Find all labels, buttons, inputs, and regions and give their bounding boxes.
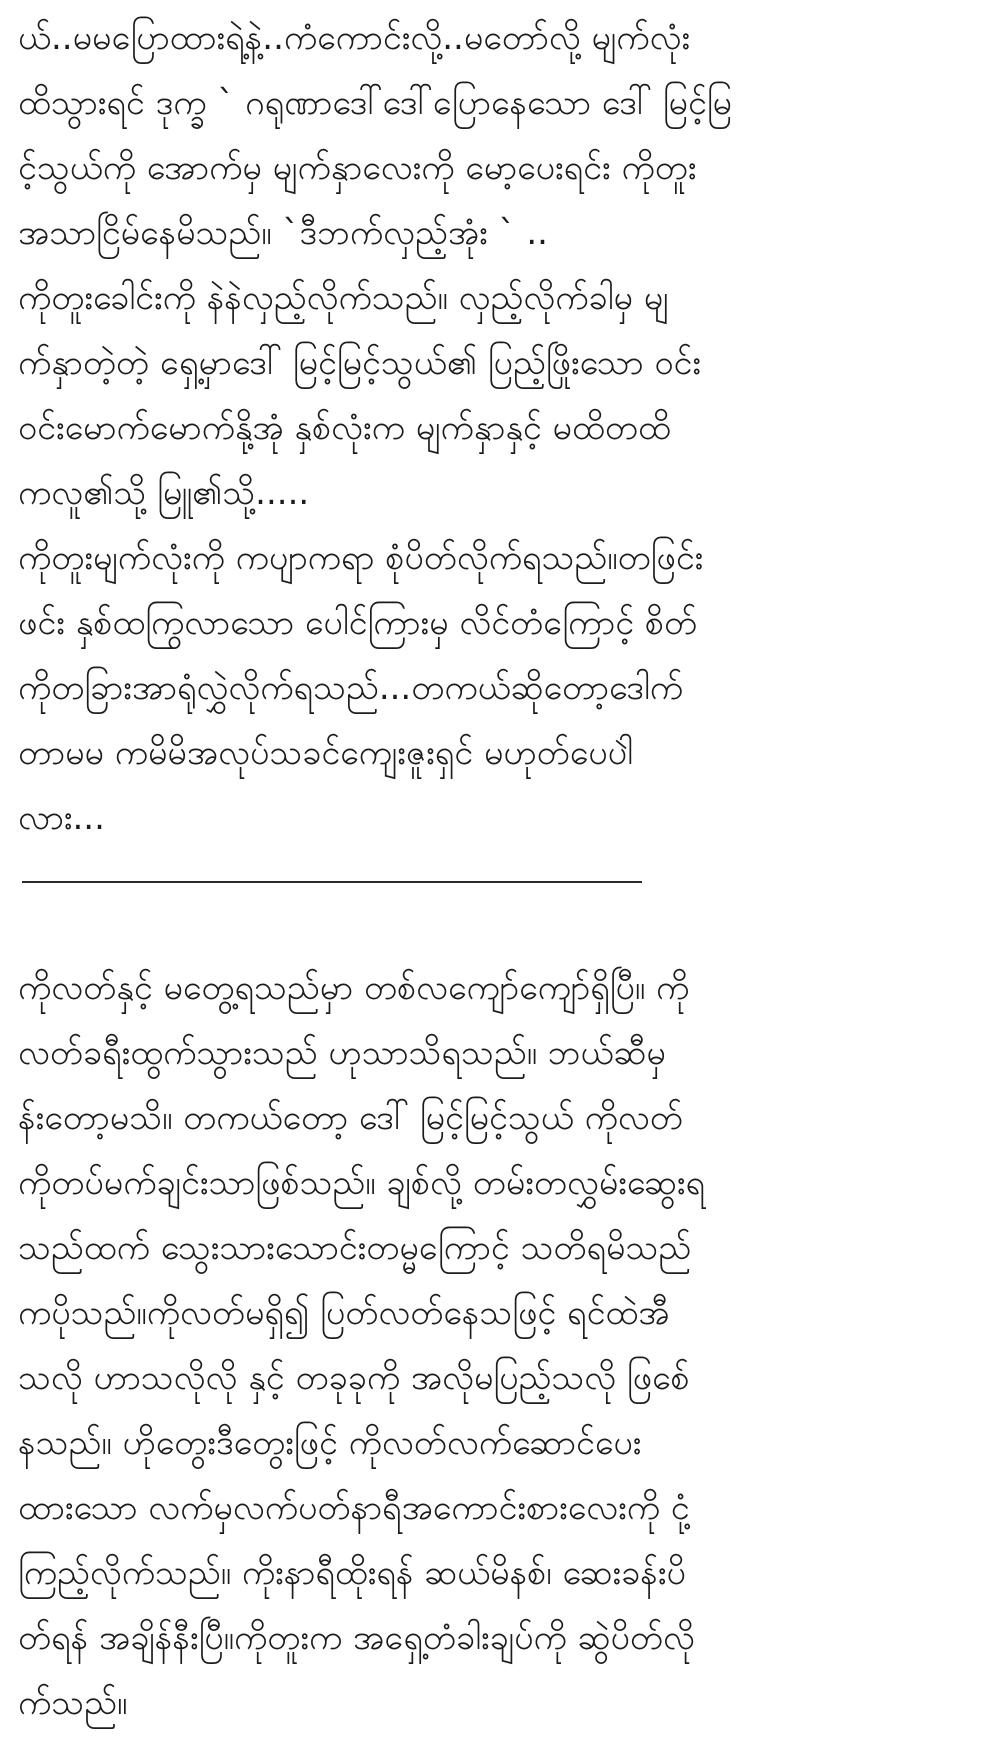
text-line: သလို ဟာသလိုလို နှင့် တခုခုကို အလိုမပြည့်သလို ဖြစ်ေ bbox=[18, 1358, 690, 1398]
text-line: တ်ရန် အချိန်နီးပြီ။ကိုတူးက အရှေ့တံခါးချပ်ကို ဆွဲပိတ်လို bbox=[18, 1618, 695, 1658]
text-line: လား... bbox=[18, 798, 105, 838]
text-line: နသည်။ ဟိုတွေးဒီတွေးဖြင့် ကိုလတ်လက်ဆောင်ပေး bbox=[18, 1423, 642, 1463]
text-line: ကပိုသည်။ကိုလတ်မရှိ၍ ပြတ်လတ်နေသဖြင့် ရင်ထဲအီ bbox=[18, 1293, 670, 1333]
text-line: ကိုတူးမျက်လုံးကို ကပျာကရာ စုံပိတ်လိုက်ရသည်။တဖြင်း bbox=[18, 538, 704, 578]
text-line: ကလူ၏သို့ မြူ၏သို့..... bbox=[18, 473, 310, 513]
text-line: ထိသွားရင် ဒုက္ခ ` ဂရုဏာဒေါ်ဒေါ်ပြောနေသော ဒေါ် မြင့်မြ bbox=[18, 83, 732, 123]
text-line: ကိုတူးခေါင်းကို နဲနဲလှည့်လိုက်သည်။ လှည့်လိုက်ခါမှ မျ bbox=[18, 278, 669, 318]
section-gap bbox=[18, 916, 975, 956]
text-line: က်သည်။ bbox=[18, 1683, 128, 1723]
text-line: ထားသော လက်မှလက်ပတ်နာရီအကောင်းစားလေးကို ငုံ့ bbox=[18, 1488, 690, 1528]
text-line: သည်ထက် သွေးသားသောင်းတမ္မကြောင့် သတိရမိသည် bbox=[18, 1228, 692, 1268]
text-line: အသာငြိမ်နေမိသည်။ `ဒီဘက်လှည့်အုံး ` .. bbox=[18, 213, 548, 253]
text-line: က်နှာတဲ့တဲ့ ရှေ့မှာဒေါ် မြင့်မြင့်သွယ်၏ ပြည့်ဖြိုးသော ဝင်း bbox=[18, 343, 701, 383]
text-line: ကိုလတ်နှင့် မတွေ့ရသည်မှာ တစ်လကျော်ကျော်ရှိပြီ။ ကို bbox=[18, 968, 690, 1008]
text-line: ဝင်းမောက်မောက်နို့အုံ နှစ်လုံးက မျက်နှာနှင့် မထိတထိ bbox=[18, 408, 671, 448]
paragraph-2 bbox=[18, 526, 975, 851]
text-line: ကြည့်လိုက်သည်။ ကိုးနာရီထိုးရန် ဆယ်မိနစ်၊ ဆေးခန်းပိ bbox=[18, 1553, 686, 1593]
text-line: တာမမ ကမိမိအလုပ်သခင်ကျေးဇူးရှင် မဟုတ်ပေပါဲ bbox=[18, 733, 633, 773]
text-line: ကိုတခြားအာရုံလွှဲလိုက်ရသည်...တကယ်ဆိုတော့ဒေါက် bbox=[18, 668, 684, 708]
text-line: ဖင်း နှစ်ထကြွလာသော ပေါင်ကြားမှ လိင်တံကြောင့် စိတ် bbox=[18, 603, 698, 643]
paragraph-1 bbox=[18, 6, 975, 526]
divider-rule bbox=[22, 881, 642, 883]
text-line: လတ်ခရီးထွက်သွားသည် ဟုသာသိရသည်။ ဘယ်ဆီမှ bbox=[18, 1033, 666, 1073]
paragraph-3 bbox=[18, 956, 975, 1736]
text-line: န်းတော့မသိ။ တကယ်တော့ ဒေါ် မြင့်မြင့်သွယ် ကိုလတ် bbox=[18, 1098, 683, 1138]
text-line: ယ်..မမပြောထားရဲ့နဲ့..ကံကောင်းလို့..မတော်လို့ မျက်လုံး bbox=[18, 18, 691, 58]
section-divider bbox=[18, 851, 975, 916]
text-line: င့်သွယ်ကို အောက်မှ မျက်နှာလေးကို မော့ပေးရင်း ကိုတူး bbox=[18, 148, 697, 188]
text-line: ကိုတပ်မက်ချင်းသာဖြစ်သည်။ ချစ်လို့ တမ်းတလွှမ်းဆွေးရ bbox=[18, 1163, 706, 1203]
